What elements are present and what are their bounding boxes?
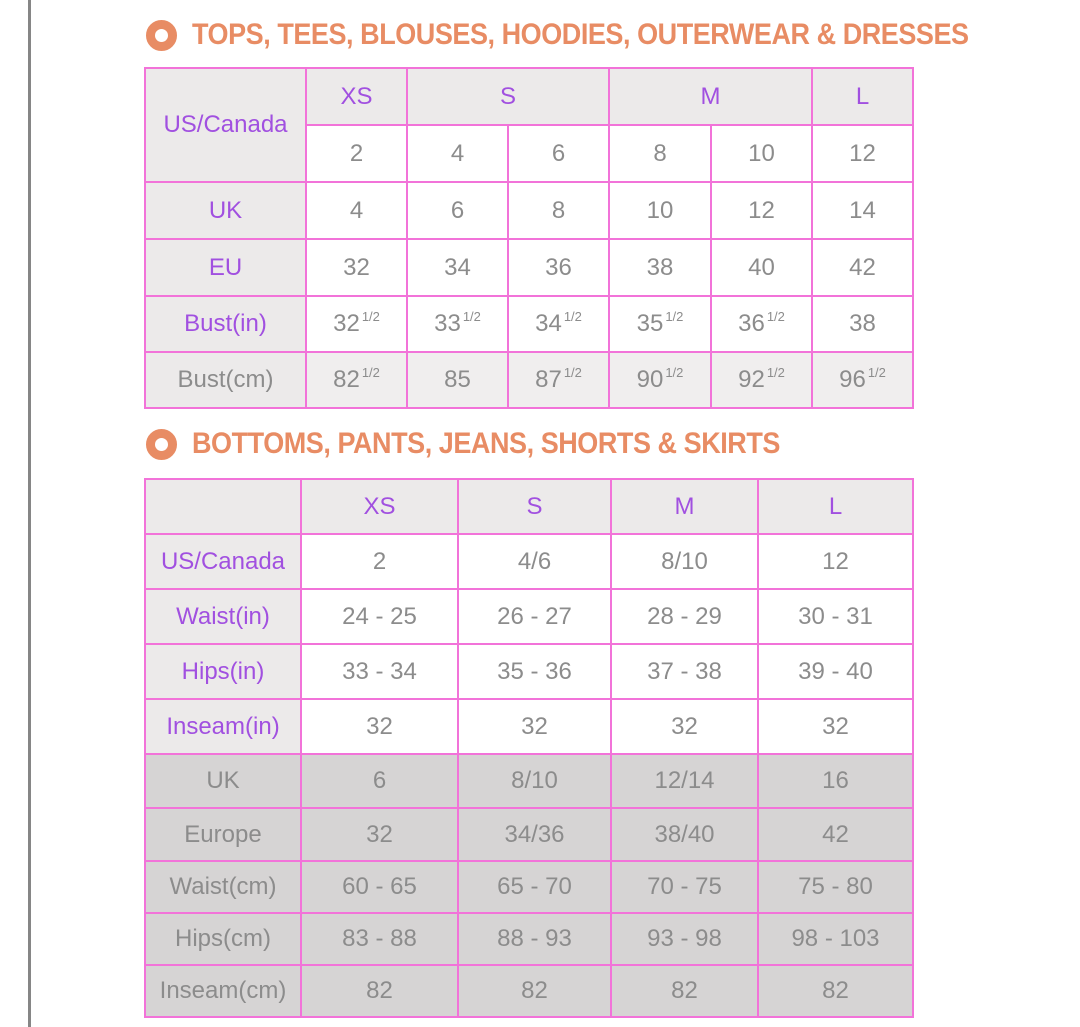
data-cell: 32: [301, 808, 458, 861]
fraction-superscript: 1/2: [361, 365, 380, 380]
data-cell: 4/6: [458, 534, 611, 589]
row-header-uk: UK: [145, 182, 306, 239]
data-cell: 82: [758, 965, 913, 1017]
data-cell: 98 - 103: [758, 913, 913, 965]
size-header-xs: XS: [301, 479, 458, 534]
fraction-superscript: 1/2: [665, 365, 684, 380]
data-cell: 87 $^{1/2}$: [508, 352, 609, 408]
data-cell: 26 - 27: [458, 589, 611, 644]
table-row: [145, 68, 913, 125]
data-cell: 37 - 38: [611, 644, 758, 699]
data-cell: 34 $^{1/2}$: [508, 296, 609, 352]
row-header-hips-in: Hips(in): [145, 644, 301, 699]
data-cell: 35 - 36: [458, 644, 611, 699]
table-row: [145, 479, 913, 534]
table-row: [145, 534, 913, 589]
data-cell: 10: [609, 182, 711, 239]
table-row: [145, 808, 913, 861]
corner-cell: [145, 479, 301, 534]
data-cell: 8/10: [458, 754, 611, 808]
data-cell: 70 - 75: [611, 861, 758, 913]
fraction-superscript: 1/2: [563, 365, 582, 380]
data-cell: 14: [812, 182, 913, 239]
data-cell: 38: [812, 296, 913, 352]
data-cell: 33 - 34: [301, 644, 458, 699]
data-cell: 32: [758, 699, 913, 754]
data-cell: 83 - 88: [301, 913, 458, 965]
table-row: [145, 965, 913, 1017]
section-title-tops: TOPS, TEES, BLOUSES, HOODIES, OUTERWEAR & DRESSES: [192, 18, 969, 51]
data-cell: 2: [306, 125, 407, 182]
data-cell: 33 $^{1/2}$: [407, 296, 508, 352]
table-row: [145, 352, 913, 408]
data-cell: 16: [758, 754, 913, 808]
data-cell: 75 - 80: [758, 861, 913, 913]
data-cell: 82: [301, 965, 458, 1017]
fraction-superscript: 1/2: [665, 309, 684, 324]
data-cell: 36 $^{1/2}$: [711, 296, 812, 352]
bottoms-size-table: [144, 478, 914, 1018]
data-cell: 24 - 25: [301, 589, 458, 644]
section-title-bottoms: BOTTOMS, PANTS, JEANS, SHORTS & SKIRTS: [192, 427, 780, 460]
row-header-uk: UK: [145, 754, 301, 808]
size-guide: [144, 0, 969, 1018]
fraction-superscript: 1/2: [766, 309, 785, 324]
data-cell: 34: [407, 239, 508, 296]
data-cell: 90 $^{1/2}$: [609, 352, 711, 408]
data-cell: 32: [306, 239, 407, 296]
size-header-l: L: [812, 68, 913, 125]
row-header-bust-in: Bust(in): [145, 296, 306, 352]
data-cell: 60 - 65: [301, 861, 458, 913]
data-cell: 34/36: [458, 808, 611, 861]
section-header-bottoms: [146, 426, 914, 462]
fraction-superscript: 1/2: [361, 309, 380, 324]
row-header-inseam-cm: Inseam(cm): [145, 965, 301, 1017]
left-rule: [28, 0, 31, 1027]
data-cell: 32: [458, 699, 611, 754]
data-cell: 32 $^{1/2}$: [306, 296, 407, 352]
data-cell: 4: [306, 182, 407, 239]
table-row: [145, 754, 913, 808]
data-cell: 36: [508, 239, 609, 296]
data-cell: 6: [301, 754, 458, 808]
row-header-inseam-in: Inseam(in): [145, 699, 301, 754]
data-cell: 8/10: [611, 534, 758, 589]
table-row: [145, 644, 913, 699]
data-cell: 35 $^{1/2}$: [609, 296, 711, 352]
data-cell: 8: [508, 182, 609, 239]
donut-circle-icon: [146, 429, 177, 460]
size-header-m: M: [611, 479, 758, 534]
data-cell: 42: [812, 239, 913, 296]
table-row: [145, 239, 913, 296]
row-header-europe: Europe: [145, 808, 301, 861]
fraction-superscript: 1/2: [563, 309, 582, 324]
table-row: [145, 861, 913, 913]
data-cell: 42: [758, 808, 913, 861]
data-cell: 85: [407, 352, 508, 408]
data-cell: 10: [711, 125, 812, 182]
row-header-us-canada: US/Canada: [145, 68, 306, 182]
data-cell: 38: [609, 239, 711, 296]
data-cell: 30 - 31: [758, 589, 913, 644]
table-row: [145, 589, 913, 644]
size-header-xs: XS: [306, 68, 407, 125]
data-cell: 4: [407, 125, 508, 182]
data-cell: 96 $^{1/2}$: [812, 352, 913, 408]
data-cell: 82: [458, 965, 611, 1017]
table-row: [145, 182, 913, 239]
size-header-s: S: [407, 68, 609, 125]
data-cell: 2: [301, 534, 458, 589]
data-cell: 82: [611, 965, 758, 1017]
row-header-bust-cm: Bust(cm): [145, 352, 306, 408]
data-cell: 6: [508, 125, 609, 182]
fraction-superscript: 1/2: [867, 365, 886, 380]
data-cell: 88 - 93: [458, 913, 611, 965]
data-cell: 6: [407, 182, 508, 239]
section-header-tops: [146, 17, 969, 53]
table-row: [145, 296, 913, 352]
data-cell: 93 - 98: [611, 913, 758, 965]
table-row: [145, 699, 913, 754]
fraction-superscript: 1/2: [462, 309, 481, 324]
row-header-waist-in: Waist(in): [145, 589, 301, 644]
data-cell: 12: [758, 534, 913, 589]
data-cell: 39 - 40: [758, 644, 913, 699]
row-header-waist-cm: Waist(cm): [145, 861, 301, 913]
data-cell: 12/14: [611, 754, 758, 808]
size-header-l: L: [758, 479, 913, 534]
size-header-m: M: [609, 68, 812, 125]
size-header-s: S: [458, 479, 611, 534]
data-cell: 40: [711, 239, 812, 296]
row-header-hips-cm: Hips(cm): [145, 913, 301, 965]
data-cell: 12: [812, 125, 913, 182]
data-cell: 28 - 29: [611, 589, 758, 644]
table-row: [145, 913, 913, 965]
data-cell: 92 $^{1/2}$: [711, 352, 812, 408]
data-cell: 32: [301, 699, 458, 754]
fraction-superscript: 1/2: [766, 365, 785, 380]
data-cell: 38/40: [611, 808, 758, 861]
row-header-us-canada: US/Canada: [145, 534, 301, 589]
tops-size-table: [144, 67, 914, 409]
data-cell: 32: [611, 699, 758, 754]
donut-circle-icon: [146, 20, 177, 51]
data-cell: 8: [609, 125, 711, 182]
data-cell: 65 - 70: [458, 861, 611, 913]
data-cell: 82 $^{1/2}$: [306, 352, 407, 408]
data-cell: 12: [711, 182, 812, 239]
row-header-eu: EU: [145, 239, 306, 296]
